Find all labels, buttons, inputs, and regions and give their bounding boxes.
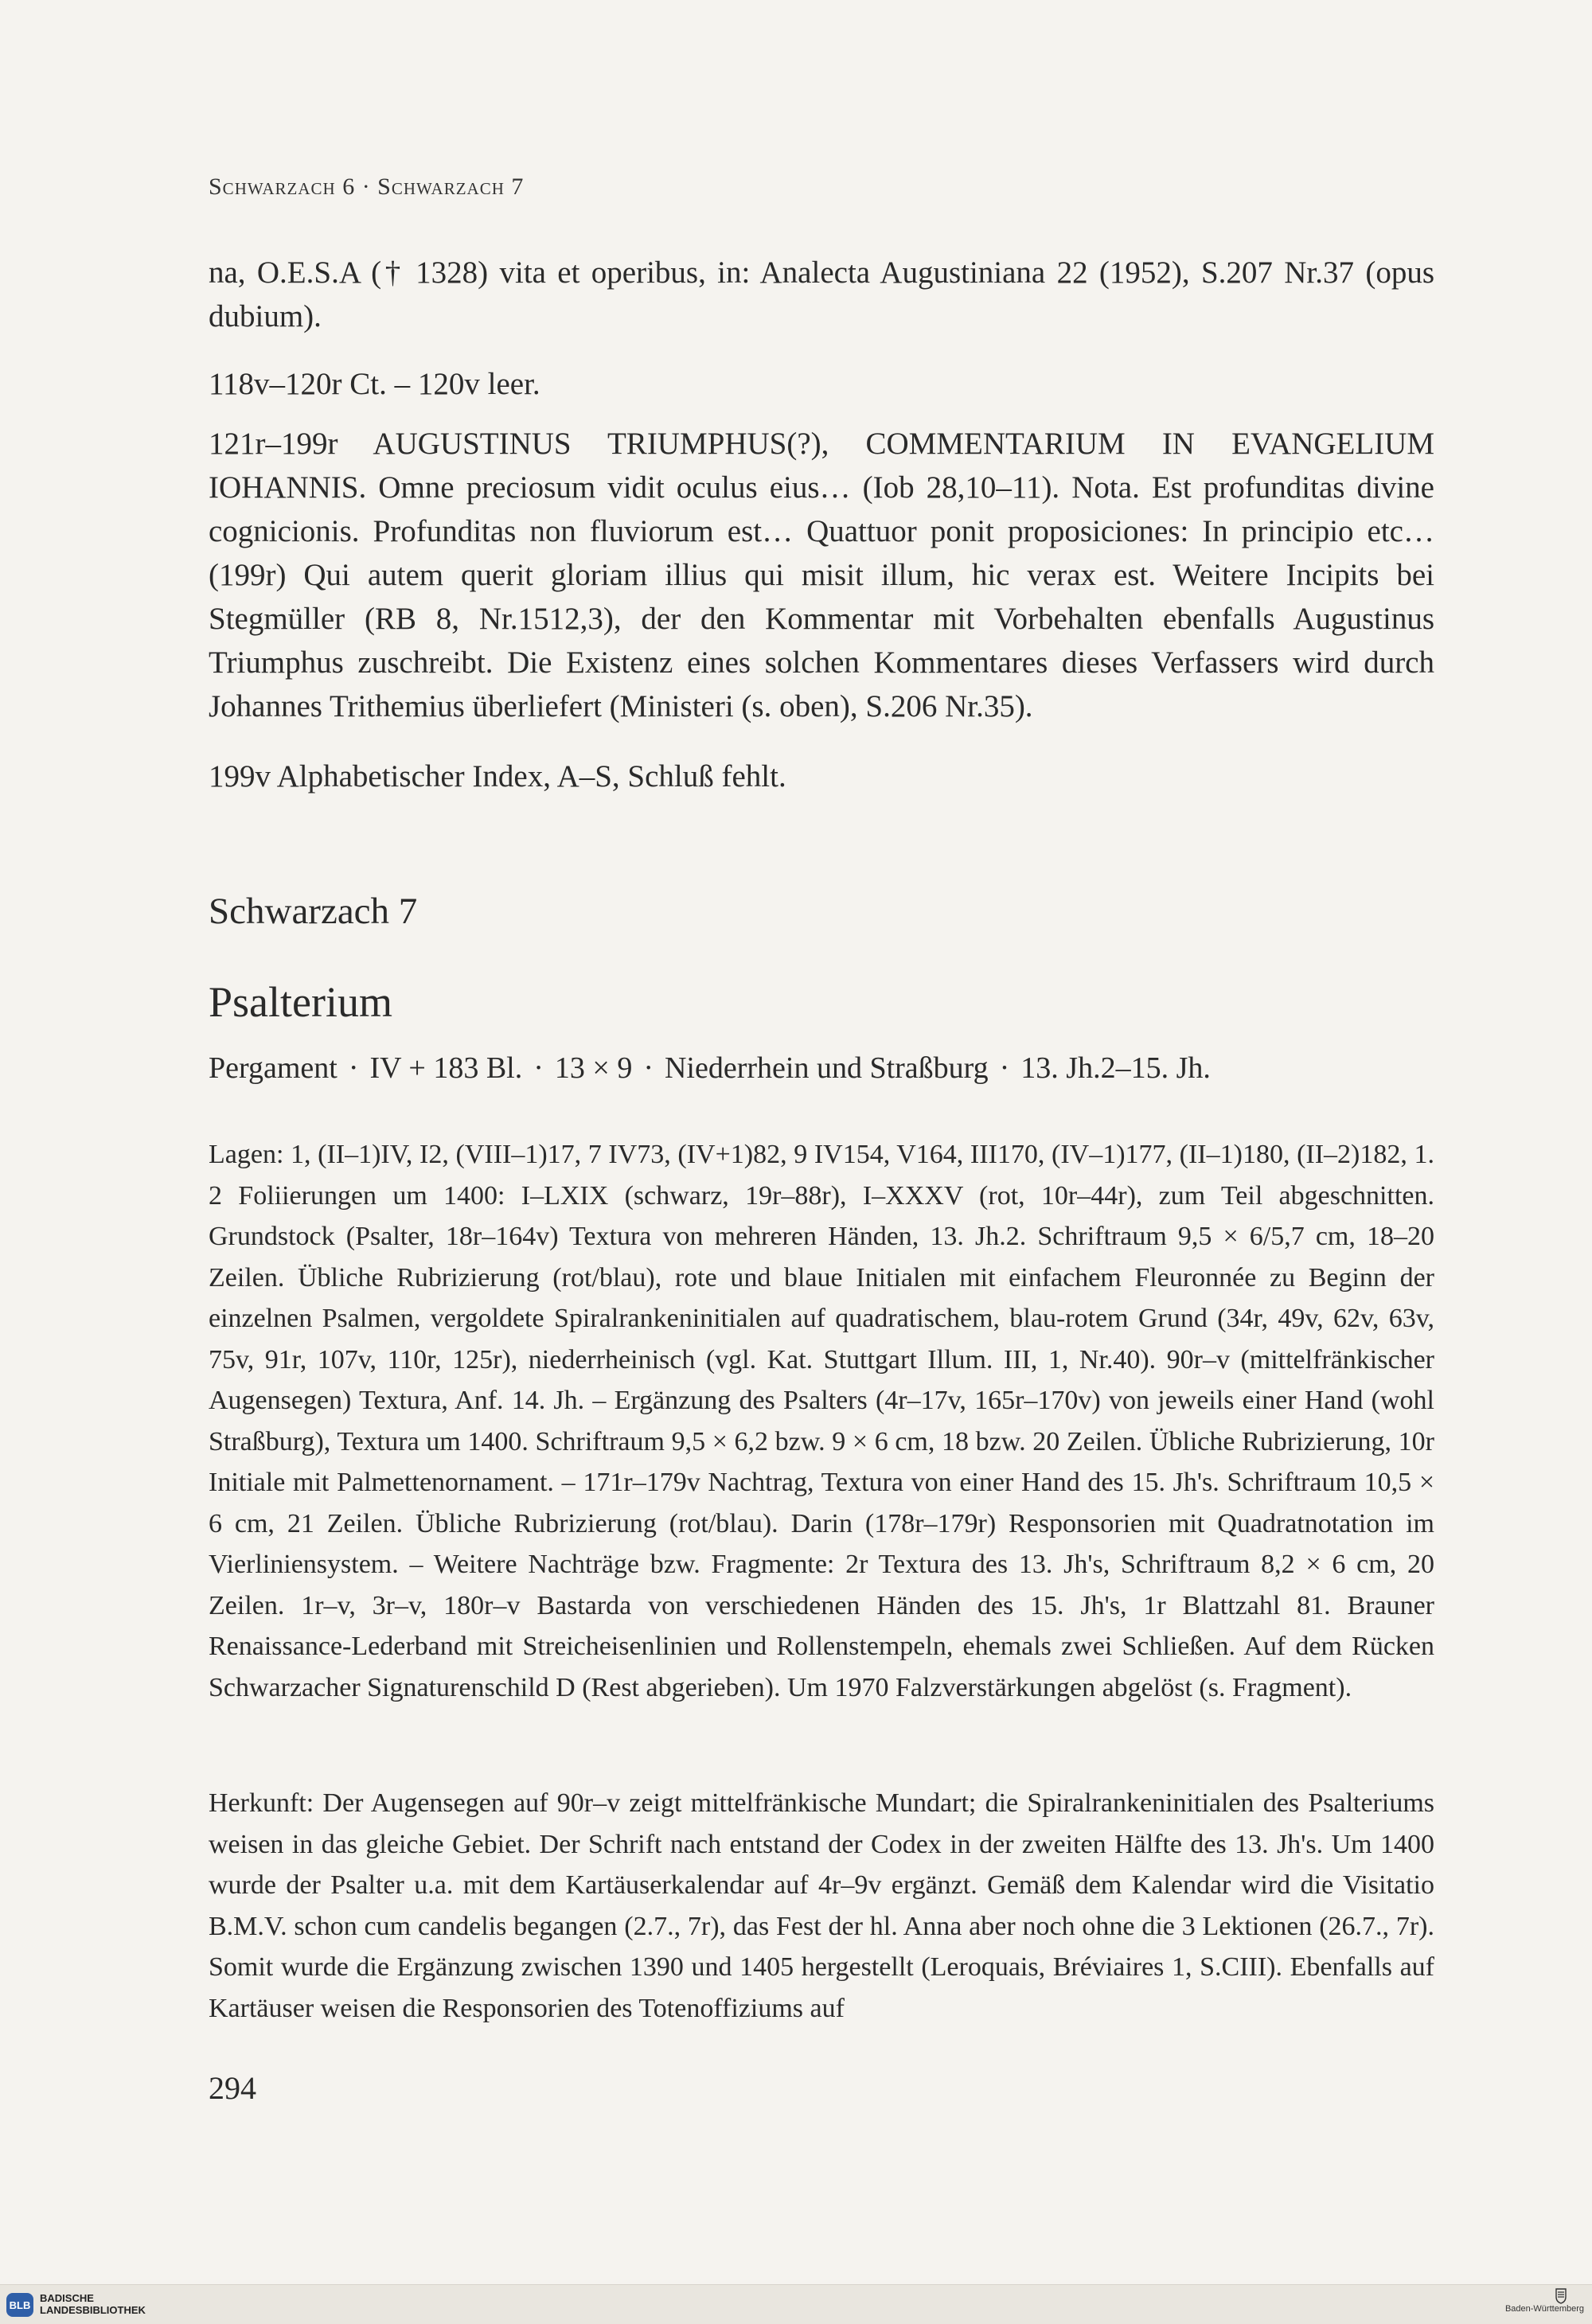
library-name xyxy=(40,2292,146,2316)
running-head: Schwarzach 6 · Schwarzach 7 xyxy=(209,174,525,200)
coat-of-arms-icon xyxy=(1555,2288,1567,2304)
meta-material: Pergament xyxy=(209,1051,338,1085)
meta-size: 13 × 9 xyxy=(554,1051,633,1085)
paragraph-continuation: na, O.E.S.A († 1328) vita et operibus, in: Analecta Augustiniana 22 (1952), S.207 Nr.37 (opus dubium). xyxy=(209,255,1434,333)
paragraph-augustinus-triumphus: 121r–199r AUGUSTINUS TRIUMPHUS(?), COMMENTARIUM IN EVANGELIUM IOHANNIS. Omne preciosum vidit oculus eius… (Iob 28,10–11). Nota. Est profunditas divine cognicionis. Profunditas non fluviorum est… Quattuor ponit proposiciones: In principio etc… (199r) Qui autem querit gloriam illius qui misit illum, hic verax est. Weitere Incipits bei Stegmüller (RB 8, Nr.1512,3), der den Kommentar mit Vorbehalten ebenfalls Augustinus Triumphus zuschreibt. Die Existenz eines solchen Kommentares dieses Verfassers wird durch Johannes Trithemius überliefert (Ministeri (s. oben), S.206 Nr.35). xyxy=(209,427,1434,723)
meta-origin: Niederrhein und Straßburg xyxy=(664,1051,989,1085)
viewer-footer xyxy=(0,2284,1592,2324)
state-label: Baden-Württemberg xyxy=(1504,2304,1584,2314)
codex-description: Lagen: 1, (II–1)IV, I2, (VIII–1)17, 7 IV73, (IV+1)82, 9 IV154, V164, III170, (IV–1)177, (II–1)180, (II–2)182, 1. 2 Foliierungen um 1400: I–LXIX (schwarz, 19r–88r), I–XXXV (rot, 10r–44r), zum Teil abgeschnitten. Grundstock (Psalter, 18r–164v) Textura von mehreren Händen, 13. Jh.2. Schriftraum 9,5 × 6/5,7 cm, 18–20 Zeilen. Übliche Rubrizierung (rot/blau), rote und blaue Initialen mit einfachem Fleuronnée zu Beginn der einzelnen Psalmen, vergoldete Spiralrankeninitialen auf quadratischem, blau-rotem Grund (34r, 49v, 62v, 63v, 75v, 91r, 107v, 110r, 125r), niederrheinisch (vgl. Kat. Stuttgart Illum. III, 1, Nr.40). 90r–v (mittelfränkischer Augensegen) Textura, Anf. 14. Jh. – Ergänzung des Psalters (4r–17v, 165r–170v) von jeweils einer Hand (wohl Straßburg), Textura um 1400. Schriftraum 9,5 × 6,2 bzw. 9 × 6 cm, 18 bzw. 20 Zeilen. Übliche Rubrizierung, 10r Initiale mit Palmettenornament. – 171r–179v Nachtrag, Textura von einer Hand des 15. Jh's. Schriftraum 10,5 × 6 cm, 21 Zeilen. Übliche Rubrizierung (rot/blau). Darin (178r–179r) Responsorien mit Quadratnotation im Vierliniensystem. – Weitere Nachträge bzw. Fragmente: 2r Textura des 13. Jh's, Schriftraum 8,2 × 6 cm, 20 Zeilen. 1r–v, 3r–v, 180r–v Bastarda von verschiedenen Händen des 15. Jh's, 1r Blattzahl 81. Brauner Renaissance-Lederband mit Streicheisenlinien und Rollenstempeln, ehemals zwei Schließen. Auf dem Rücken Schwarzacher Signaturenschild D (Rest abgerieben). Um 1970 Falzverstärkungen abgelöst (s. Fragment). xyxy=(209,1140,1434,1702)
library-line-1: BADISCHE xyxy=(40,2292,94,2304)
state-logo xyxy=(1489,2288,1584,2314)
meta-leaves: IV + 183 Bl. xyxy=(369,1051,523,1085)
blb-logo-icon: BLB xyxy=(6,2293,33,2317)
page-number: 294 xyxy=(209,2070,256,2106)
library-line-2: LANDESBIBLIOTHEK xyxy=(40,2304,146,2316)
provenance-paragraph: Herkunft: Der Augensegen auf 90r–v zeigt mittelfränkische Mundart; die Spiralrankeninitialen des Psalteriums weisen in das gleiche Gebiet. Der Schrift nach entstand der Codex in der zweiten Hälfte des 13. Jh's. Um 1400 wurde der Psalter u.a. mit dem Kartäuserkalendar auf 4r–9v ergänzt. Gemäß dem Kalendar wird die Visitatio B.M.V. schon cum candelis begangen (2.7., 7r), das Fest der hl. Anna aber noch ohne die 3 Lektionen (26.7., 7r). Somit wurde die Ergänzung zwischen 1390 und 1405 hergestellt (Leroquais, Bréviaires 1, S.CIII). Ebenfalls auf Kartäuser weisen die Responsorien des Totenoffiziums auf xyxy=(209,1788,1434,2023)
codex-meta-line: Pergament · IV + 183 Bl. · 13 × 9 · Niederrhein und Straßburg · 13. Jh.2–15. Jh. xyxy=(209,1051,1211,1085)
entry-title: Psalterium xyxy=(209,978,392,1026)
meta-date: 13. Jh.2–15. Jh. xyxy=(1020,1051,1211,1085)
paragraph-index: 199v Alphabetischer Index, A–S, Schluß fehlt. xyxy=(209,759,786,794)
entry-heading: Schwarzach 7 xyxy=(209,891,418,932)
paragraph-leaves-118-120: 118v–120r Ct. – 120v leer. xyxy=(209,367,540,401)
